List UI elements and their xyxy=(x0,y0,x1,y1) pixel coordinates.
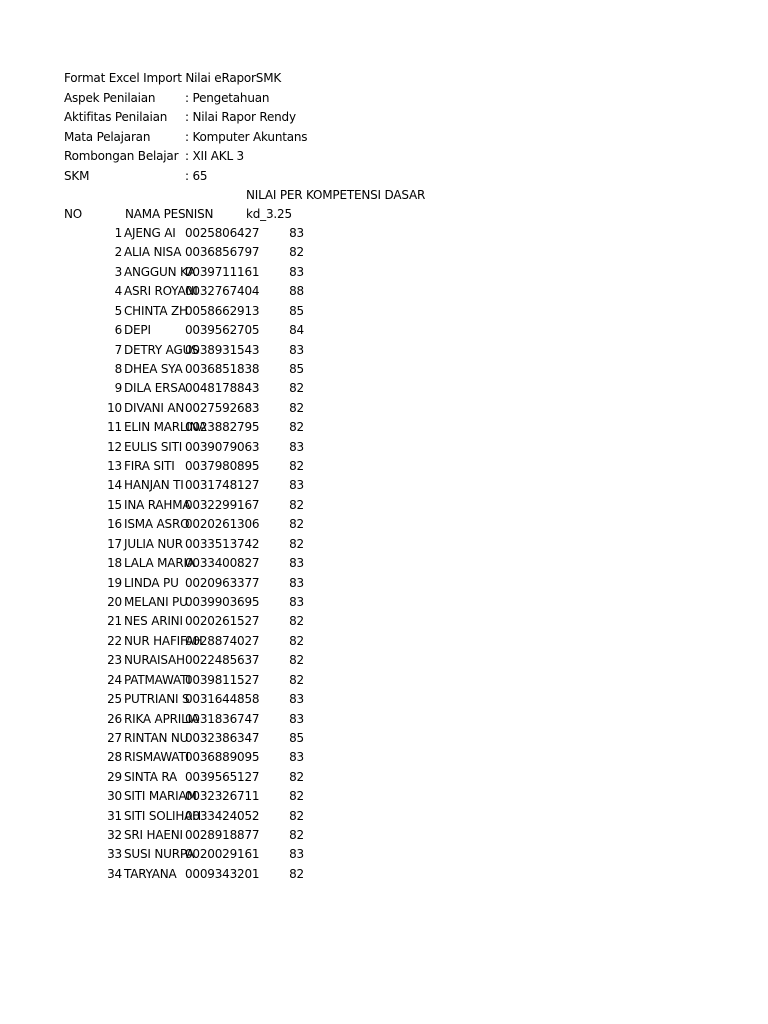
column-header-nama: NAMA PES xyxy=(125,207,186,221)
row-nisn: 0058662913 xyxy=(185,304,260,318)
row-nilai: 82 xyxy=(289,381,304,395)
row-nisn: 0020029161 xyxy=(185,847,260,861)
row-nama: ALIA NISA xyxy=(124,245,182,259)
row-nisn: 0048178843 xyxy=(185,381,260,395)
row-nisn: 0020261527 xyxy=(185,614,260,628)
row-nama: TARYANA xyxy=(124,867,177,881)
row-nilai: 83 xyxy=(289,556,304,570)
row-nama: RISMAWATI xyxy=(124,750,189,764)
row-nama: LALA MARIA xyxy=(124,556,195,570)
row-no: 33 xyxy=(107,847,122,861)
row-no: 24 xyxy=(107,673,122,687)
row-nisn: 0033513742 xyxy=(185,537,260,551)
row-nisn: 0031644858 xyxy=(185,692,260,706)
row-nama: JULIA NUR xyxy=(124,537,183,551)
row-nilai: 83 xyxy=(289,226,304,240)
row-nama: FIRA SITI xyxy=(124,459,175,473)
row-nama: MELANI PU xyxy=(124,595,188,609)
row-no: 29 xyxy=(107,770,122,784)
row-no: 34 xyxy=(107,867,122,881)
info-label-rombel: Rombongan Belajar xyxy=(64,149,179,163)
row-nisn: 0023882795 xyxy=(185,420,260,434)
row-nilai: 82 xyxy=(289,653,304,667)
row-nilai: 83 xyxy=(289,478,304,492)
row-nama: NURAISAH xyxy=(124,653,185,667)
row-nilai: 82 xyxy=(289,245,304,259)
row-no: 2 xyxy=(114,245,122,259)
row-nisn: 0039711161 xyxy=(185,265,260,279)
row-nisn: 0028918877 xyxy=(185,828,260,842)
row-nisn: 0032326711 xyxy=(185,789,260,803)
row-no: 32 xyxy=(107,828,122,842)
info-label-mapel: Mata Pelajaran xyxy=(64,130,151,144)
info-label-aktifitas: Aktifitas Penilaian xyxy=(64,110,168,124)
row-nama: EULIS SITI xyxy=(124,440,183,454)
row-nilai: 85 xyxy=(289,304,304,318)
column-header-no: NO xyxy=(64,207,83,221)
row-no: 1 xyxy=(114,226,122,240)
row-nama: RIKA APRILIA xyxy=(124,712,199,726)
row-nisn: 0039562705 xyxy=(185,323,260,337)
row-nama: ISMA ASRO xyxy=(124,517,190,531)
row-nilai: 83 xyxy=(289,265,304,279)
row-nilai: 83 xyxy=(289,343,304,357)
row-no: 31 xyxy=(107,809,122,823)
row-nama: SINTA RA xyxy=(124,770,178,784)
row-no: 28 xyxy=(107,750,122,764)
row-no: 8 xyxy=(114,362,122,376)
info-value-rombel: : XII AKL 3 xyxy=(185,149,244,163)
row-no: 18 xyxy=(107,556,122,570)
row-nisn: 0036851838 xyxy=(185,362,260,376)
row-nisn: 0039903695 xyxy=(185,595,260,609)
row-nisn: 0020963377 xyxy=(185,576,260,590)
row-nisn: 0031836747 xyxy=(185,712,260,726)
row-nilai: 88 xyxy=(289,284,304,298)
row-no: 26 xyxy=(107,712,122,726)
row-nisn: 0036889095 xyxy=(185,750,260,764)
row-nama: NUR HAFIFAH xyxy=(124,634,203,648)
row-no: 20 xyxy=(107,595,122,609)
row-no: 3 xyxy=(114,265,122,279)
info-label-skm: SKM xyxy=(64,169,90,183)
row-nisn: 0027592683 xyxy=(185,401,260,415)
row-no: 16 xyxy=(107,517,122,531)
row-nisn: 0039079063 xyxy=(185,440,260,454)
row-nama: CHINTA ZH xyxy=(124,304,188,318)
row-nilai: 85 xyxy=(289,362,304,376)
row-nilai: 82 xyxy=(289,459,304,473)
info-value-aspek: : Pengetahuan xyxy=(185,91,270,105)
row-nisn: 0022485637 xyxy=(185,653,260,667)
row-nama: ASRI ROYANI xyxy=(124,284,198,298)
row-no: 19 xyxy=(107,576,122,590)
row-nilai: 82 xyxy=(289,634,304,648)
row-nama: SITI SOLIHAH xyxy=(124,809,201,823)
row-nisn: 0039565127 xyxy=(185,770,260,784)
row-nilai: 83 xyxy=(289,576,304,590)
row-nisn: 0025806427 xyxy=(185,226,260,240)
row-nilai: 82 xyxy=(289,498,304,512)
row-nisn: 0033400827 xyxy=(185,556,260,570)
row-nilai: 83 xyxy=(289,440,304,454)
row-no: 30 xyxy=(107,789,122,803)
row-no: 9 xyxy=(114,381,122,395)
row-no: 17 xyxy=(107,537,122,551)
row-nilai: 82 xyxy=(289,537,304,551)
row-no: 5 xyxy=(114,304,122,318)
row-nilai: 82 xyxy=(289,673,304,687)
row-nisn: 0032299167 xyxy=(185,498,260,512)
row-nisn: 0036856797 xyxy=(185,245,260,259)
info-value-skm: : 65 xyxy=(185,169,208,183)
row-nama: RINTAN NU xyxy=(124,731,189,745)
row-nilai: 83 xyxy=(289,847,304,861)
row-nama: HANJAN TI xyxy=(124,478,184,492)
info-value-aktifitas: : Nilai Rapor Rendy xyxy=(185,110,296,124)
row-nama: NES ARINI xyxy=(124,614,183,628)
row-nisn: 0033424052 xyxy=(185,809,260,823)
row-nama: DIVANI AN xyxy=(124,401,185,415)
row-nilai: 83 xyxy=(289,595,304,609)
info-label-aspek: Aspek Penilaian xyxy=(64,91,156,105)
row-nilai: 82 xyxy=(289,809,304,823)
row-nama: PUTRIANI S xyxy=(124,692,190,706)
row-nama: DETRY AGUS xyxy=(124,343,199,357)
row-no: 7 xyxy=(114,343,122,357)
row-nisn: 0038931543 xyxy=(185,343,260,357)
row-nilai: 83 xyxy=(289,712,304,726)
column-header-kd: kd_3.25 xyxy=(246,207,292,221)
row-nama: SUSI NURPA xyxy=(124,847,195,861)
row-nilai: 82 xyxy=(289,828,304,842)
row-no: 13 xyxy=(107,459,122,473)
row-nama: ELIN MARLINA xyxy=(124,420,207,434)
info-value-mapel: : Komputer Akuntans xyxy=(185,130,308,144)
row-nisn: 0039811527 xyxy=(185,673,260,687)
row-nisn: 0020261306 xyxy=(185,517,260,531)
document-title: Format Excel Import Nilai eRaporSMK xyxy=(64,71,282,85)
row-no: 27 xyxy=(107,731,122,745)
row-nilai: 82 xyxy=(289,517,304,531)
row-nilai: 82 xyxy=(289,420,304,434)
row-nilai: 83 xyxy=(289,692,304,706)
row-nama: SITI MARIAM xyxy=(124,789,197,803)
row-no: 21 xyxy=(107,614,122,628)
row-nisn: 0032767404 xyxy=(185,284,260,298)
row-nilai: 82 xyxy=(289,401,304,415)
row-nisn: 0031748127 xyxy=(185,478,260,492)
row-no: 15 xyxy=(107,498,122,512)
row-nama: AJENG AI xyxy=(124,226,176,240)
row-nama: DHEA SYA xyxy=(124,362,183,376)
row-nisn: 0037980895 xyxy=(185,459,260,473)
row-no: 23 xyxy=(107,653,122,667)
row-nama: DILA ERSA xyxy=(124,381,186,395)
row-nama: LINDA PU xyxy=(124,576,179,590)
row-no: 12 xyxy=(107,440,122,454)
header-group-kompetensi: NILAI PER KOMPETENSI DASAR xyxy=(246,188,426,202)
row-nilai: 82 xyxy=(289,789,304,803)
row-nama: PATMAWATI xyxy=(124,673,191,687)
column-header-nisn: NISN xyxy=(185,207,214,221)
row-nilai: 85 xyxy=(289,731,304,745)
row-no: 10 xyxy=(107,401,122,415)
row-no: 6 xyxy=(114,323,122,337)
row-nama: ANGGUN KA xyxy=(124,265,196,279)
row-nilai: 82 xyxy=(289,770,304,784)
row-nisn: 0028874027 xyxy=(185,634,260,648)
row-nilai: 84 xyxy=(289,323,304,337)
row-nilai: 82 xyxy=(289,614,304,628)
row-nama: DEPI xyxy=(124,323,151,337)
row-no: 4 xyxy=(114,284,122,298)
row-no: 22 xyxy=(107,634,122,648)
row-nisn: 0032386347 xyxy=(185,731,260,745)
row-nilai: 83 xyxy=(289,750,304,764)
row-no: 11 xyxy=(107,420,122,434)
row-no: 25 xyxy=(107,692,122,706)
row-no: 14 xyxy=(107,478,122,492)
row-nilai: 82 xyxy=(289,867,304,881)
row-nama: INA RAHMA xyxy=(124,498,191,512)
row-nisn: 0009343201 xyxy=(185,867,260,881)
row-nama: SRI HAENI xyxy=(124,828,183,842)
